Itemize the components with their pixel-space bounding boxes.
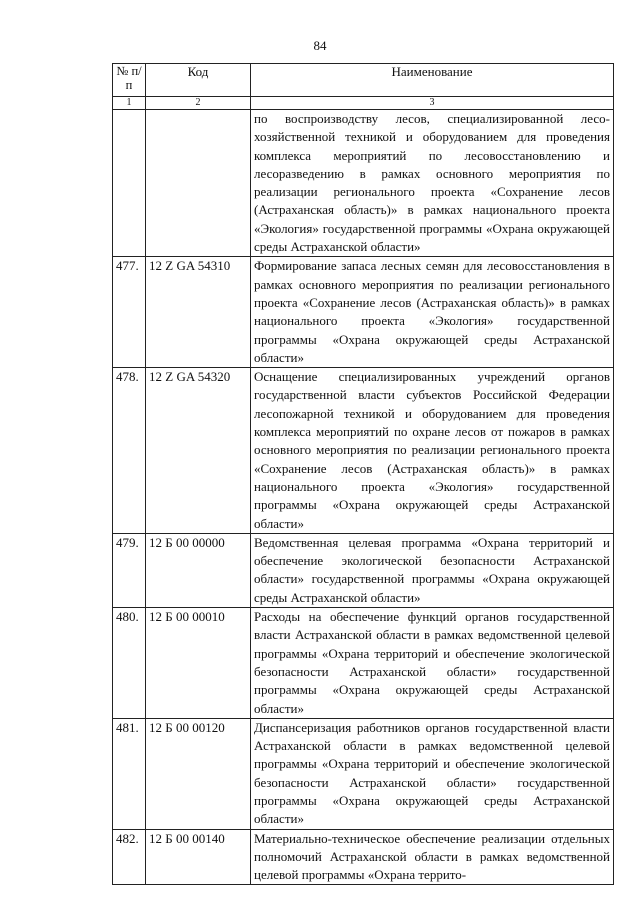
column-index: 2 <box>146 97 251 110</box>
row-code <box>146 110 251 257</box>
table-row <box>113 533 614 607</box>
table-header-row <box>113 64 614 97</box>
row-name: Диспансеризация работников органов государственной власти Астраханской области в рамках ведомственной целевой программы «Охрана территорий и обеспечение экологической безопасности Астраханской области» государственной программы «Охрана окружающей среды Астраханской области» <box>251 718 614 829</box>
row-number: 481. <box>113 718 146 829</box>
row-code: 12 Б 00 00140 <box>146 829 251 885</box>
row-number: 478. <box>113 368 146 534</box>
column-index-row <box>113 97 614 110</box>
row-code: 12 Z GA 54320 <box>146 368 251 534</box>
column-index: 1 <box>113 97 146 110</box>
header-number: № п/п <box>113 64 146 97</box>
row-code: 12 Б 00 00000 <box>146 533 251 607</box>
row-name: Расходы на обеспечение функций органов государственной власти Астраханской области в рамках ведомственной целевой программы «Охрана территорий и обеспечение экологической безопасности Астраханской области» государственной программы «Охрана окружающей среды Астраханской области» <box>251 608 614 719</box>
table-row <box>113 829 614 885</box>
row-name: Оснащение специализированных учреждений органов государственной власти субъектов Российской Федерации лесопожарной техникой и оборудованием для проведения комплекса мероприятий по охране лесов от пожаров в рамках основного мероприятия по реализации регионального проекта «Сохранение лесов (Астраханская область)» в рамках национального проекта «Экология» государственной программы «Охрана окружающей среды Астраханской области» <box>251 368 614 534</box>
row-name: Материально-техническое обеспечение реализации отдельных полномочий Астраханской области в рамках ведомственной целевой программы «Охрана террито- <box>251 829 614 885</box>
table-row <box>113 368 614 534</box>
header-code: Код <box>146 64 251 97</box>
row-name: по воспроизводству лесов, специализированной лесохозяйственной техникой и оборудованием для проведения комплекса мероприятий по лесовосстановлению и лесоразведению в рамках основного мероприятия по реализации регионального проекта «Сохранение лесов (Астраханская область)» в рамках национального проекта «Экология» государственной программы «Охрана окружающей среды Астраханской области» <box>251 110 614 257</box>
row-number: 477. <box>113 257 146 368</box>
page-number: 84 <box>313 38 327 53</box>
row-code: 12 Б 00 00120 <box>146 718 251 829</box>
column-index: 3 <box>251 97 614 110</box>
classification-table <box>112 63 614 885</box>
row-number <box>113 110 146 257</box>
row-code: 12 Б 00 00010 <box>146 608 251 719</box>
row-number: 482. <box>113 829 146 885</box>
table-row <box>113 257 614 368</box>
header-name: Наименование <box>251 64 614 97</box>
table-row <box>113 718 614 829</box>
row-code: 12 Z GA 54310 <box>146 257 251 368</box>
row-name: Формирование запаса лесных семян для лесовосстановления в рамках основного мероприятия по реализации регионального проекта «Сохранение лесов (Астраханская область)» в рамках национального проекта «Экология» государственной программы «Охрана окружающей среды Астраханской области» <box>251 257 614 368</box>
row-name: Ведомственная целевая программа «Охрана территорий и обеспечение экологической безопасности Астраханской области» государственной программы «Охрана окружающей среды Астраханской области» <box>251 533 614 607</box>
row-number: 479. <box>113 533 146 607</box>
table-row <box>113 110 614 257</box>
table-row <box>113 608 614 719</box>
row-number: 480. <box>113 608 146 719</box>
